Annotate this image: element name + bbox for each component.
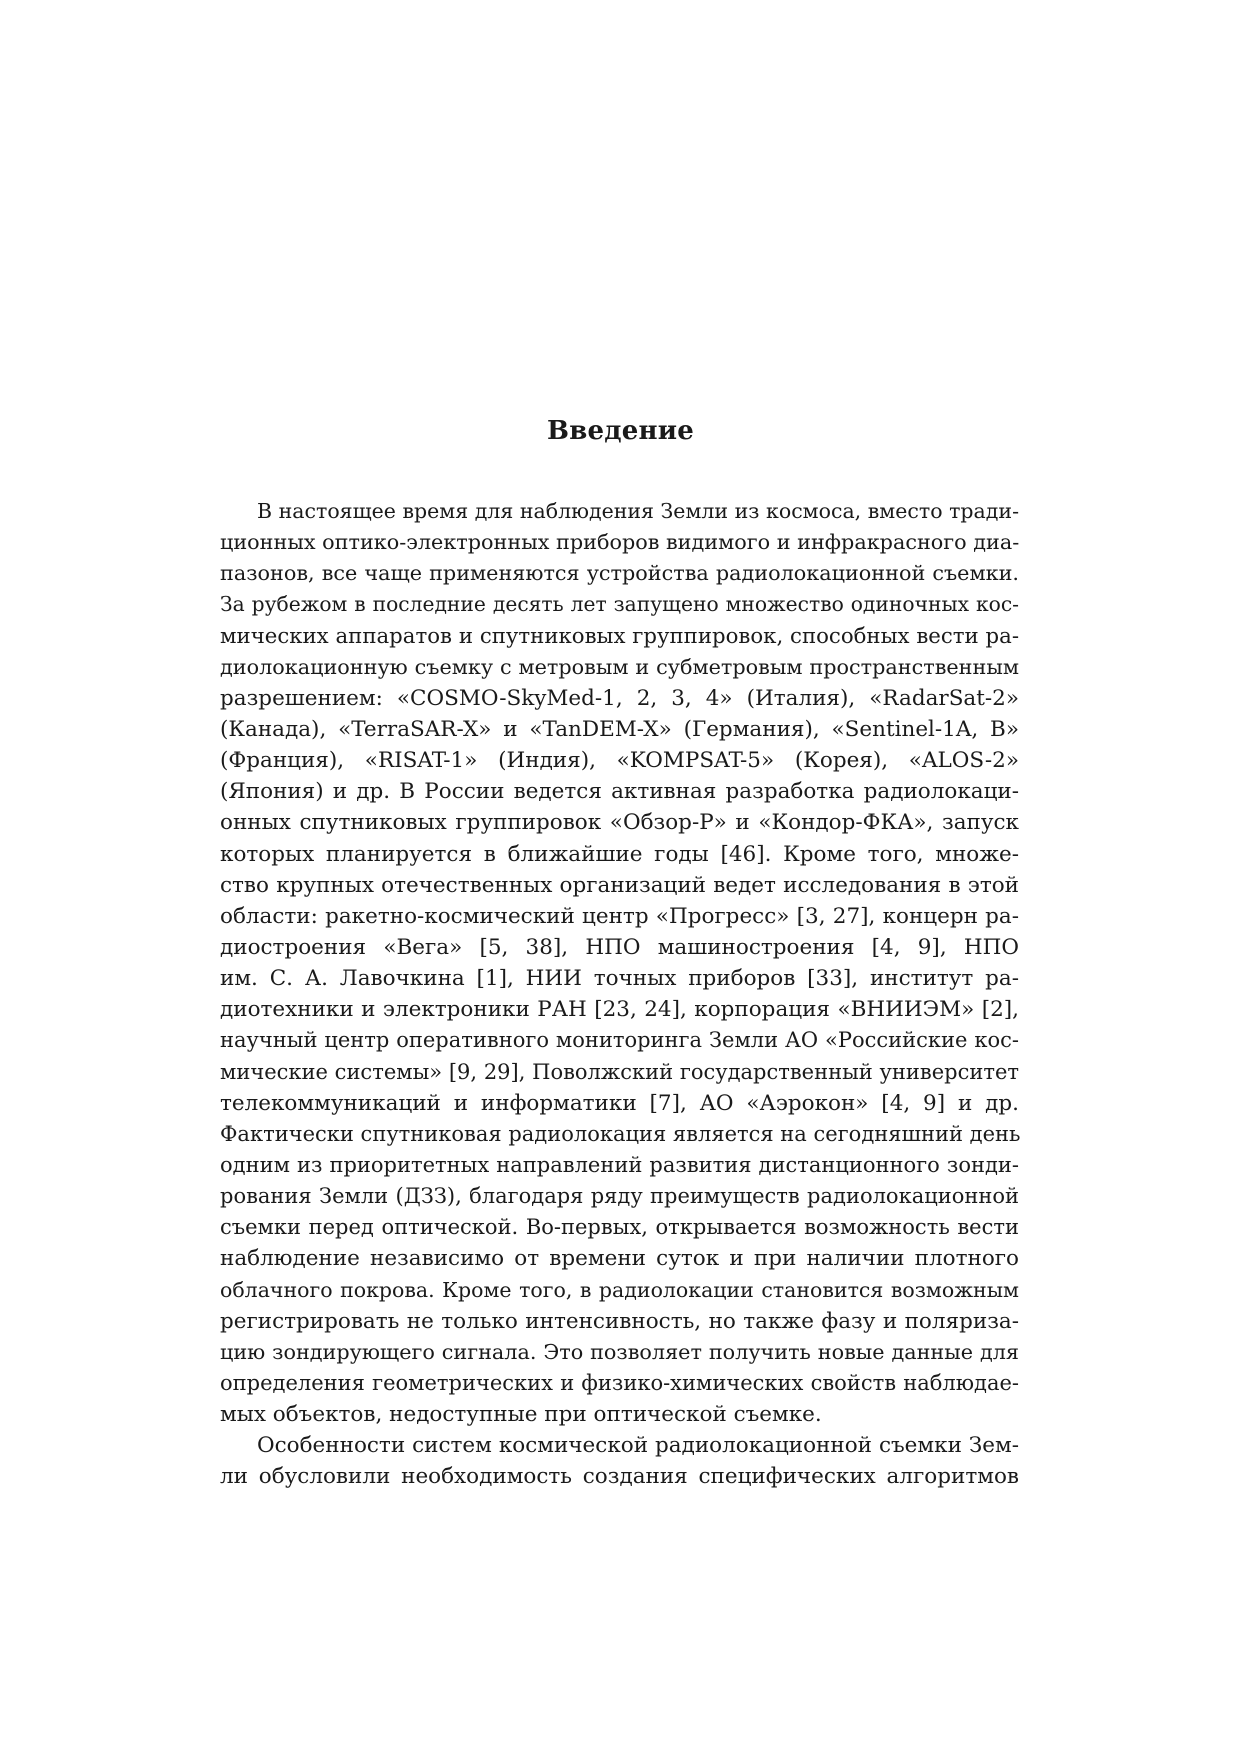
- text-line: рования Земли (ДЗЗ), благодаря ряду преимуществ радиолокационной: [220, 1184, 1019, 1209]
- text-line: определения геометрических и физико-химических свойств наблюдае-: [220, 1370, 1019, 1395]
- text-line: области: ракетно-космический центр «Прогресс» [3, 27], концерн ра-: [220, 903, 1019, 929]
- text-line: которых планируется в ближайшие годы [46]. Кроме того, множе-: [220, 841, 1019, 867]
- text-line: (Канада), «TerraSAR-X» и «TanDEM-X» (Германия), «Sentinel-1A, B»: [220, 716, 1019, 742]
- text-line: ство крупных отечественных организаций ведет исследования в этой: [220, 872, 1019, 898]
- text-line: мических аппаратов и спутниковых группировок, способных вести ра-: [220, 623, 1019, 649]
- text-line: диостроения «Вега» [5, 38], НПО машиностроения [4, 9], НПО: [220, 934, 1019, 960]
- text-line: пазонов, все чаще применяются устройства радиолокационной съемки.: [220, 561, 1019, 586]
- text-line: (Франция), «RISAT-1» (Индия), «KOMPSAT-5» (Корея), «ALOS-2»: [220, 748, 1019, 774]
- text-line: облачного покрова. Кроме того, в радиолокации становится возможным: [220, 1277, 1019, 1302]
- text-line: онных спутниковых группировок «Обзор-Р» и «Кондор-ФКА», запуск: [220, 810, 1019, 836]
- paragraph-2: [220, 1430, 1019, 1492]
- text-line: Фактически спутниковая радиолокация является на сегодняшний день: [220, 1121, 1021, 1146]
- page-title: Введение: [547, 416, 694, 446]
- text-line: одним из приоритетных направлений развития дистанционного зонди-: [220, 1152, 1019, 1177]
- text-line: съемки перед оптической. Во-первых, открывается возможность вести: [220, 1215, 1019, 1240]
- text-line: мых объектов, недоступные при оптической съемке.: [220, 1402, 822, 1428]
- text-line: Особенности систем космической радиолокационной съемки Зем-: [257, 1433, 1019, 1459]
- text-line: (Япония) и др. В России ведется активная разработка радиолокаци-: [220, 779, 1019, 805]
- text-line: разрешением: «COSMO-SkyMed-1, 2, 3, 4» (Италия), «RadarSat-2»: [220, 685, 1019, 711]
- text-line: цию зондирующего сигнала. Это позволяет получить новые данные для: [220, 1339, 1019, 1364]
- text-line: В настоящее время для наблюдения Земли из космоса, вместо тради-: [257, 499, 1019, 523]
- body-text: [220, 496, 1019, 1493]
- text-line: ционных оптико-электронных приборов видимого и инфракрасного диа-: [220, 530, 1020, 555]
- text-line: наблюдение независимо от времени суток и при наличии плотного: [220, 1246, 1019, 1272]
- text-line: телекоммуникаций и информатики [7], АО «Аэрокон» [4, 9] и др.: [220, 1090, 1019, 1116]
- text-line: научный центр оперативного мониторинга Земли АО «Российские кос-: [220, 1028, 1019, 1053]
- text-line: диотехники и электроники РАН [23, 24], корпорация «ВНИИЭМ» [2],: [220, 997, 1019, 1023]
- text-line: диолокационную съемку с метровым и субметровым пространственным: [220, 654, 1019, 679]
- text-line: За рубежом в последние десять лет запущено множество одиночных кос-: [220, 592, 1019, 617]
- paragraph-1: [220, 496, 1019, 1430]
- text-line: мические системы» [9, 29], Поволжский государственный университет: [220, 1059, 1019, 1084]
- text-line: ли обусловили необходимость создания специфических алгоритмов: [220, 1464, 1019, 1490]
- text-line: им. С. А. Лавочкина [1], НИИ точных приборов [33], институт ра-: [220, 966, 1019, 992]
- text-line: регистрировать не только интенсивность, но также фазу и поляриза-: [220, 1308, 1019, 1334]
